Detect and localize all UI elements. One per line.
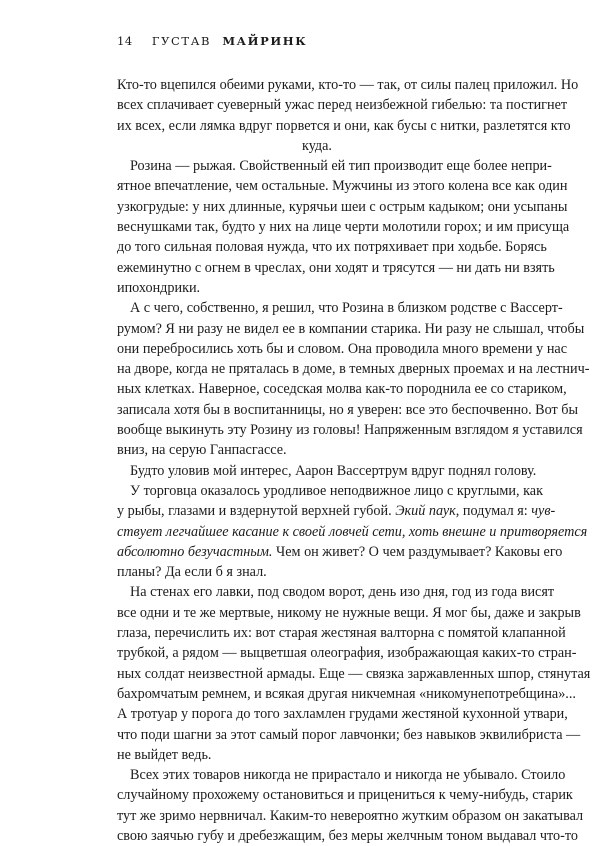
text-run: на дворе, когда не пряталась в доме, в темных дверных проемах и на лестнич- <box>117 361 590 378</box>
text-line <box>117 643 577 663</box>
text-run: Будто уловив мой интерес, Аарон Вассертрум вдруг поднял голову. <box>130 462 537 479</box>
text-line <box>117 725 581 745</box>
text-line <box>117 95 568 115</box>
text-line <box>117 278 517 298</box>
text-line <box>117 481 543 501</box>
text-run: все одни и те же мертвые, никому не нужные вещи. Я мог бы, даже и закрыв <box>117 604 581 621</box>
text-line <box>117 461 537 481</box>
text-run: ежеминутно с огнем в чреслах, они ходят и трясутся — ни дать ни взять <box>117 259 555 276</box>
text-line <box>117 379 567 399</box>
text-line <box>117 603 581 623</box>
text-line <box>117 258 555 278</box>
text-run: что поди шагни за этот самый порог лавчонки; без навыков эквилибриста — <box>117 726 581 743</box>
author-first-name: ГУСТАВ <box>151 34 212 48</box>
text-line <box>117 116 571 136</box>
text-line <box>117 136 517 156</box>
text-line <box>117 806 584 826</box>
text-line <box>117 156 552 176</box>
text-line <box>117 400 579 420</box>
text-run: их всех, если лямка вдруг порвется и они, как бусы с нитки, разлетятся кто <box>117 117 571 134</box>
text-line <box>117 745 517 765</box>
text-line <box>117 440 517 460</box>
text-line <box>117 420 583 440</box>
text-run: А с чего, собственно, я решил, что Розина в близком родстве с Вассерт- <box>130 300 563 317</box>
text-line <box>117 522 588 542</box>
text-run: ных солдат неизвестной армады. Еще — связка заржавленных шпор, стянутая <box>117 665 591 682</box>
text-line <box>117 298 563 318</box>
text-line <box>117 623 566 643</box>
text-run: планы? Да если б я знал. <box>117 564 267 581</box>
text-line <box>117 582 555 602</box>
text-run: Чем он живет? О чем раздумывает? Каковы его <box>272 543 563 560</box>
text-run: трубкой, а рядом — выцветшая олеография, изображающая каких-то стран- <box>117 645 577 662</box>
text-run: глаза, перечислить их: вот старая жестяная валторна с помятой клапанной <box>117 625 566 642</box>
text-line <box>117 359 590 379</box>
text-run: ятное впечатление, чем остальные. Мужчины из этого колена все как один <box>117 178 568 195</box>
text-line <box>117 501 556 521</box>
text-run: На стенах его лавки, под сводом ворот, день изо дня, год из года висят <box>130 584 555 601</box>
italic-text: абсолютно безучастным. <box>117 543 273 560</box>
italic-text: Экий паук, <box>395 503 460 520</box>
italic-text: чув- <box>531 503 556 520</box>
page-number: 14 <box>117 34 133 48</box>
italic-text: ствует легчайшее касание к своей ловчей сети, хоть внешне и притворяется <box>117 523 588 540</box>
text-line <box>117 664 591 684</box>
text-run: веснушками так, будто у них на лице черти молотили горох; и им присуща <box>117 219 570 236</box>
text-line <box>117 217 570 237</box>
text-run: ных клетках. Наверное, соседская молва как-то породнила ее со стариком, <box>117 381 567 398</box>
text-run: они перебросились хоть бы и словом. Она проводила много времени у нас <box>117 340 568 357</box>
text-line <box>117 704 568 724</box>
text-run: у рыбы, глазами и вздернутой верхней губой. <box>117 503 396 520</box>
text-run: не выйдет ведь. <box>117 746 212 763</box>
text-run: узкогрудые: у них длинные, курячьи шеи с острым кадыком; они усыпаны <box>117 198 568 215</box>
text-line <box>117 785 573 805</box>
text-run: тут же зримо нервничал. Каким-то невероятно жутким образом он закатывал <box>117 807 584 824</box>
text-run: бахромчатым ремнем, и всякая другая никчемная «никомунепотребщина»... <box>117 685 576 702</box>
text-run: Всех этих товаров никогда не прирастало и никогда не убывало. Стоило <box>130 767 566 784</box>
text-line <box>117 542 563 562</box>
text-run: вниз, на серую Ганпасгассе. <box>117 442 287 459</box>
text-line <box>117 75 579 95</box>
text-line <box>117 562 517 582</box>
text-run: подумал я: <box>459 503 532 520</box>
text-run: вообще выкинуть эту Розину из головы! Напряженным взглядом я уставился <box>117 422 583 439</box>
text-line <box>117 826 578 846</box>
text-line <box>117 197 568 217</box>
text-run: свою заячью губу и дребезжащим, без меры желчным тоном выдавал что-то <box>117 827 578 844</box>
text-run: У торговца оказалось уродливое неподвижное лицо с круглыми, как <box>130 482 543 499</box>
text-line <box>117 765 566 785</box>
text-line <box>117 339 568 359</box>
author-last-name: МАЙРИНК <box>222 34 308 48</box>
running-header <box>117 34 307 48</box>
text-run: ипохондрики. <box>117 279 201 296</box>
text-run: всех сплачивает суеверный ужас перед неизбежной гибелью: та постигнет <box>117 97 568 114</box>
text-run: записала хотя бы в воспитанницы, но я уверен: все это беспочвенно. Вот бы <box>117 401 579 418</box>
text-run: румом? Я ни разу не видел ее в компании старика. Ни разу не слышал, чтобы <box>117 320 585 337</box>
text-line <box>117 237 547 257</box>
text-run: Кто-то вцепился обеими руками, кто-то — так, от силы палец приложил. Но <box>117 77 579 93</box>
text-run: А тротуар у порога до того захламлен грудами жестяной кухонной утвари, <box>117 706 568 723</box>
text-run: до того сильная половая нужда, что их потряхивает при ходьбе. Борясь <box>117 239 547 256</box>
text-run: случайному прохожему остановиться и прицениться к чему-нибудь, старик <box>117 787 573 804</box>
text-line <box>117 684 576 704</box>
body-text <box>117 75 591 846</box>
text-run: Розина — рыжая. Свойственный ей тип производит еще более непри- <box>130 158 552 175</box>
text-line <box>117 176 568 196</box>
text-line <box>117 319 585 339</box>
text-run: куда. <box>302 137 332 154</box>
